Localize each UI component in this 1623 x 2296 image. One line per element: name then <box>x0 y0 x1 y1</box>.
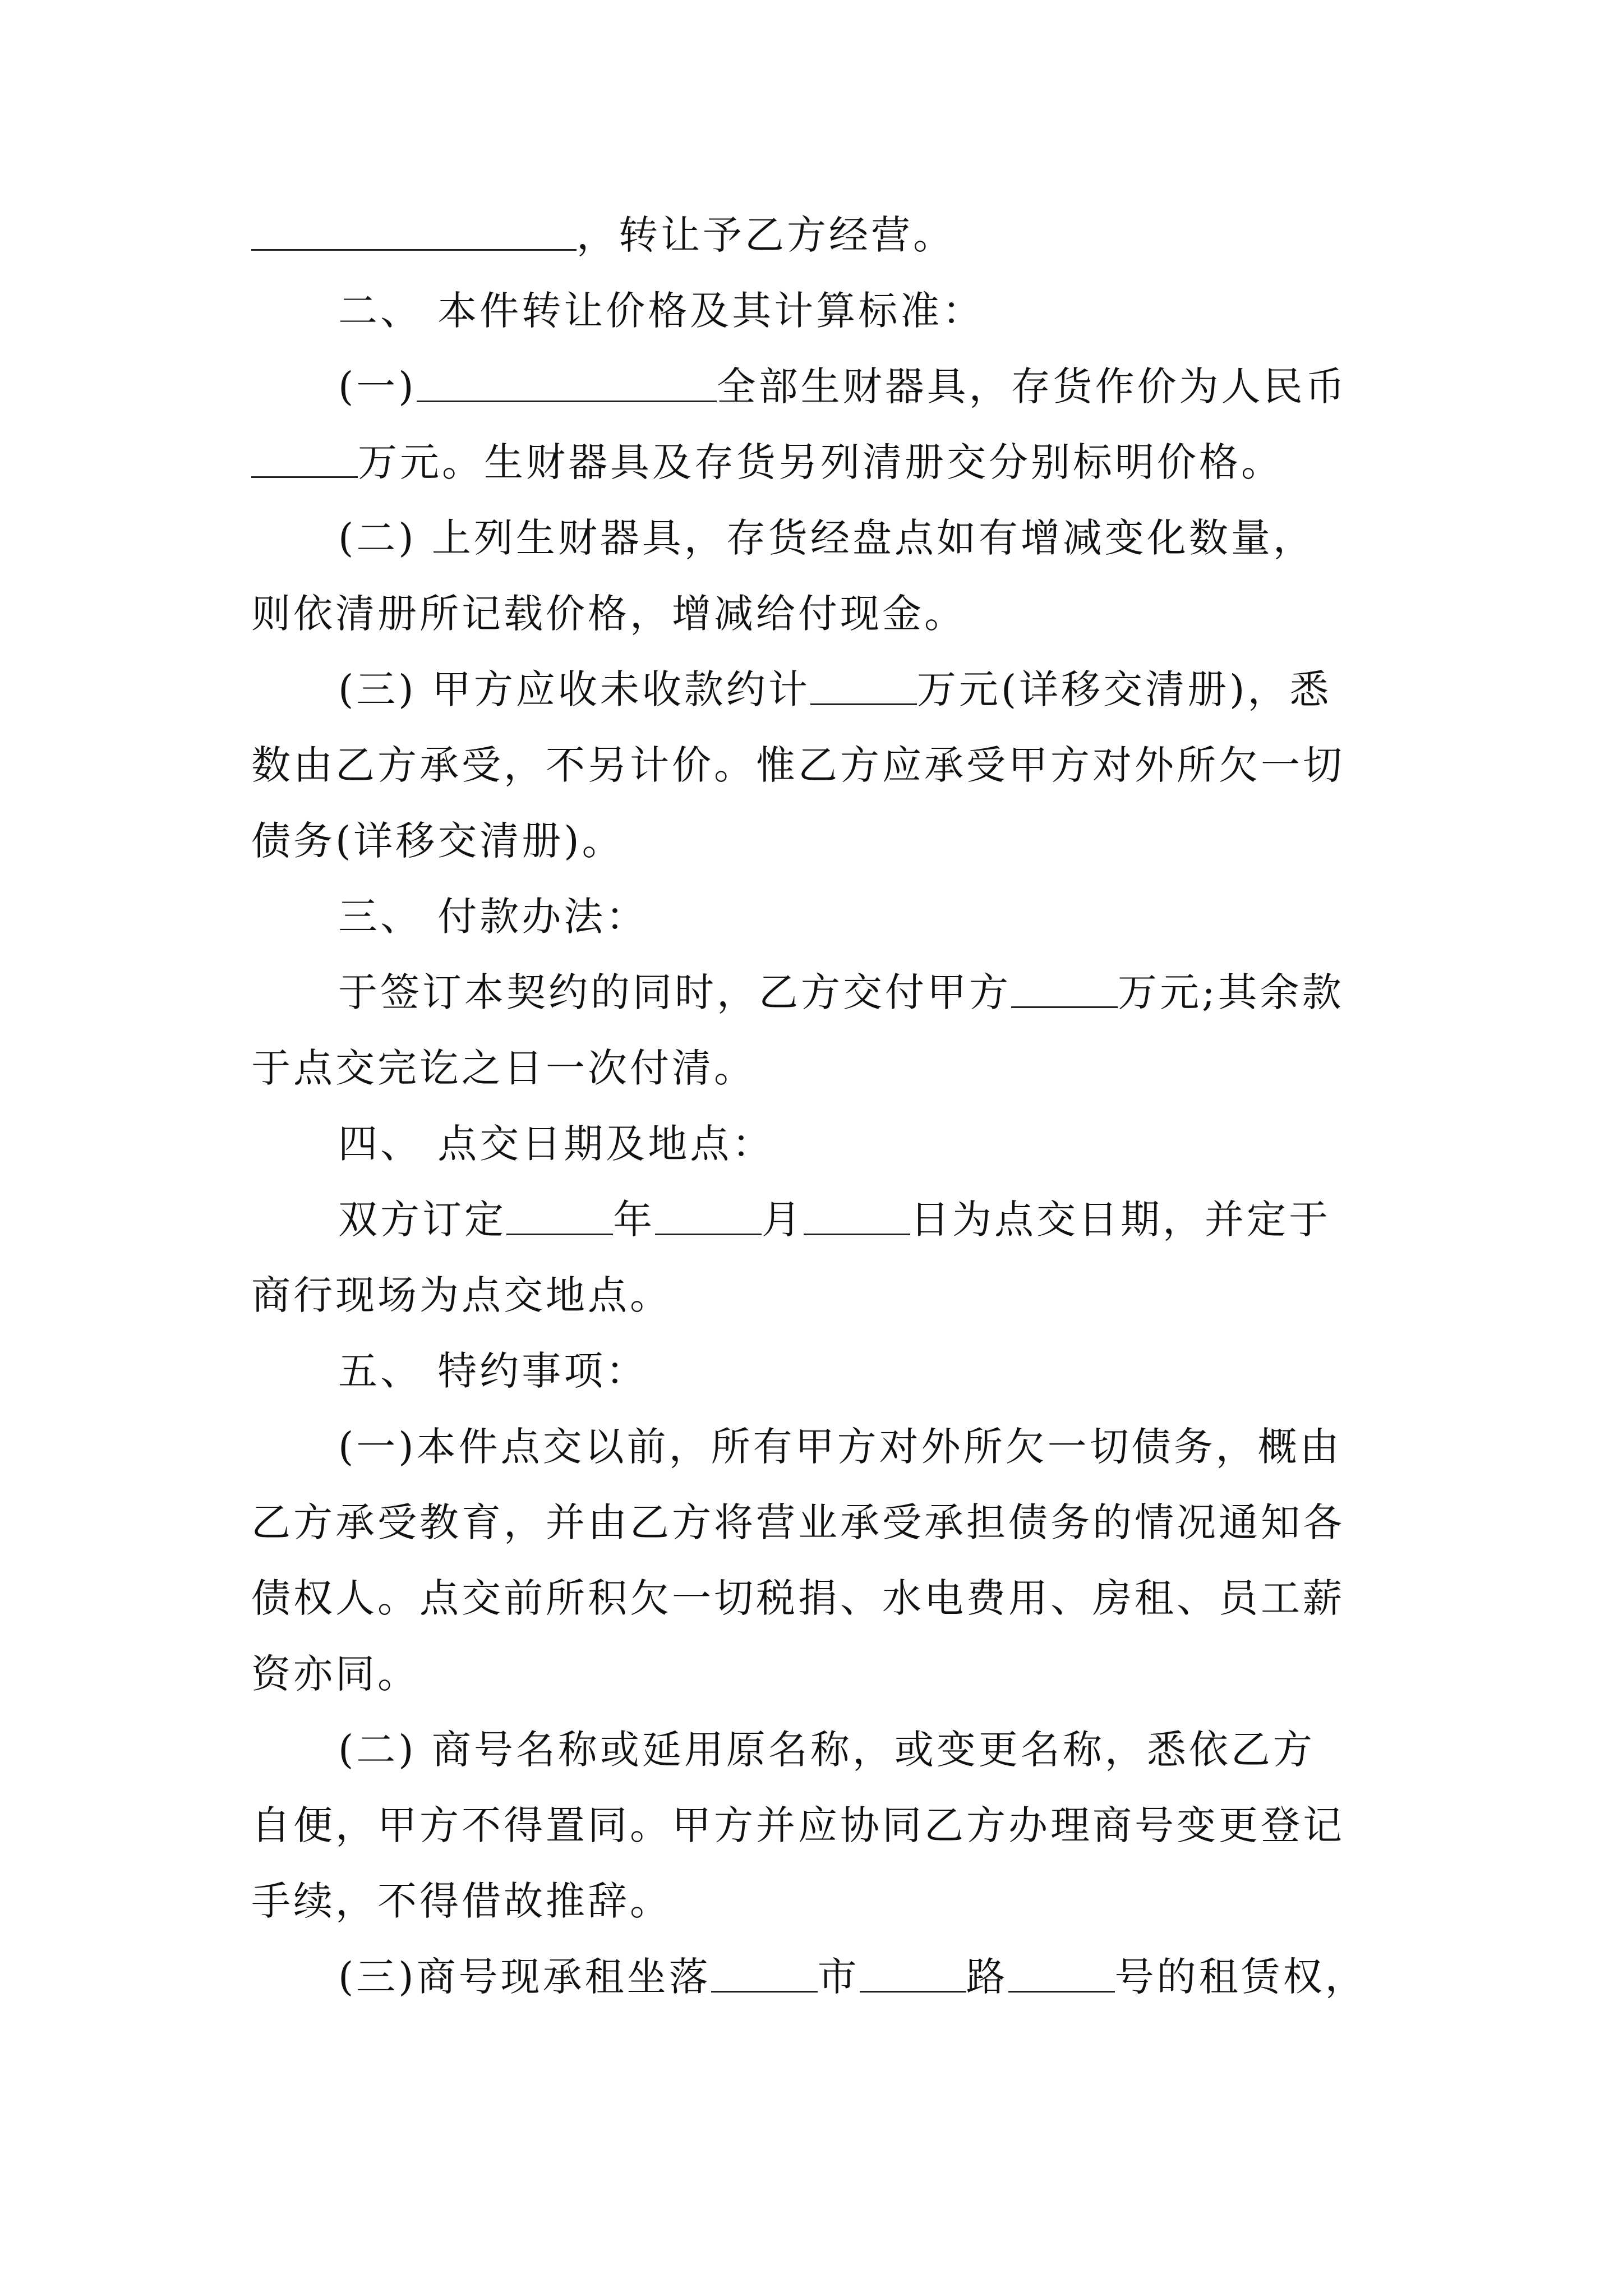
text-line <box>251 1409 1390 1485</box>
section-heading <box>251 879 1390 955</box>
blank-field <box>860 1955 966 1993</box>
line-text: 债权人。点交前所积欠一切税捐、水电费用、房租、员工薪 <box>251 1575 1345 1621</box>
line-text: 年 <box>613 1197 655 1243</box>
line-text: 号的租赁权， <box>1114 1954 1367 2000</box>
section-heading <box>251 1333 1390 1409</box>
text-line <box>251 349 1390 425</box>
document-body <box>251 197 1390 2015</box>
text-line <box>251 1864 1390 1939</box>
text-line <box>251 728 1390 803</box>
blank-field <box>251 441 358 478</box>
line-text: 乙方承受教育，并由乙方将营业承受承担债务的情况通知各 <box>251 1499 1345 1545</box>
blank-field <box>1008 1955 1115 1993</box>
line-text: 市 <box>817 1954 860 2000</box>
line-text: (一) <box>338 364 417 409</box>
line-text: 万元;其余款 <box>1118 969 1344 1015</box>
line-text: (二) 商号名称或延用原名称，或变更名称，悉依乙方 <box>338 1727 1315 1773</box>
text-line <box>251 1561 1390 1636</box>
text-line <box>251 425 1390 500</box>
line-text: 全部生财器具，存货作价为人民币 <box>716 364 1348 409</box>
line-text: 五、 特约事项： <box>338 1348 648 1394</box>
text-line <box>251 1636 1390 1712</box>
text-line <box>251 576 1390 652</box>
line-text: 月 <box>762 1197 804 1243</box>
line-text: 四、 点交日期及地点： <box>338 1121 774 1167</box>
text-line <box>251 955 1390 1030</box>
text-line <box>251 197 1390 273</box>
blank-field <box>655 1198 762 1235</box>
line-text: 自便，甲方不得置同。甲方并应协同乙方办理商号变更登记 <box>251 1802 1345 1848</box>
line-text: 二、 本件转让价格及其计算标准： <box>338 288 985 334</box>
line-text: 日为点交日期，并定于 <box>910 1197 1331 1243</box>
line-text: 于签订本契约的同时，乙方交付甲方 <box>338 969 1011 1015</box>
line-text: 则依清册所记载价格，增减给付现金。 <box>251 591 966 637</box>
line-text: 手续，不得借故推辞。 <box>251 1878 672 1924</box>
blank-field <box>506 1198 613 1235</box>
text-line <box>251 1030 1390 1106</box>
line-text: (一)本件点交以前，所有甲方对外所欠一切债务，概由 <box>338 1424 1342 1470</box>
line-text: 双方订定 <box>338 1197 506 1243</box>
line-text: (三)商号现承租坐落 <box>338 1954 711 2000</box>
text-line <box>251 803 1390 879</box>
text-line <box>251 1485 1390 1561</box>
blank-field <box>1011 971 1118 1008</box>
blank-field <box>417 365 717 402</box>
line-text: 万元(详移交清册)，悉 <box>916 666 1332 712</box>
line-text: 数由乙方承受，不另计价。惟乙方应承受甲方对外所欠一切 <box>251 742 1345 788</box>
blank-field <box>711 1955 818 1993</box>
line-text: 万元。生财器具及存货另列清册交分别标明价格。 <box>358 439 1283 485</box>
line-text: 债务(详移交清册)。 <box>251 818 624 864</box>
blank-field <box>251 214 577 251</box>
blank-field <box>804 1198 910 1235</box>
line-text: (三) 甲方应收未收款约计 <box>338 666 810 712</box>
text-line <box>251 1182 1390 1258</box>
line-text: 路 <box>966 1954 1008 2000</box>
line-text: (二) 上列生财器具，存货经盘点如有增减变化数量， <box>338 515 1315 561</box>
line-text: 资亦同。 <box>251 1651 419 1697</box>
section-heading <box>251 273 1390 349</box>
text-line <box>251 1712 1390 1788</box>
line-text: 三、 付款办法： <box>338 894 648 940</box>
text-line <box>251 1788 1390 1864</box>
blank-field <box>810 668 917 705</box>
text-line <box>251 1258 1390 1333</box>
text-line <box>251 500 1390 576</box>
text-line <box>251 652 1390 728</box>
section-heading <box>251 1106 1390 1182</box>
line-text: ，转让予乙方经营。 <box>577 212 955 258</box>
text-line <box>251 1939 1390 2015</box>
line-text: 商行现场为点交地点。 <box>251 1272 672 1318</box>
line-text: 于点交完讫之日一次付清。 <box>251 1045 756 1091</box>
